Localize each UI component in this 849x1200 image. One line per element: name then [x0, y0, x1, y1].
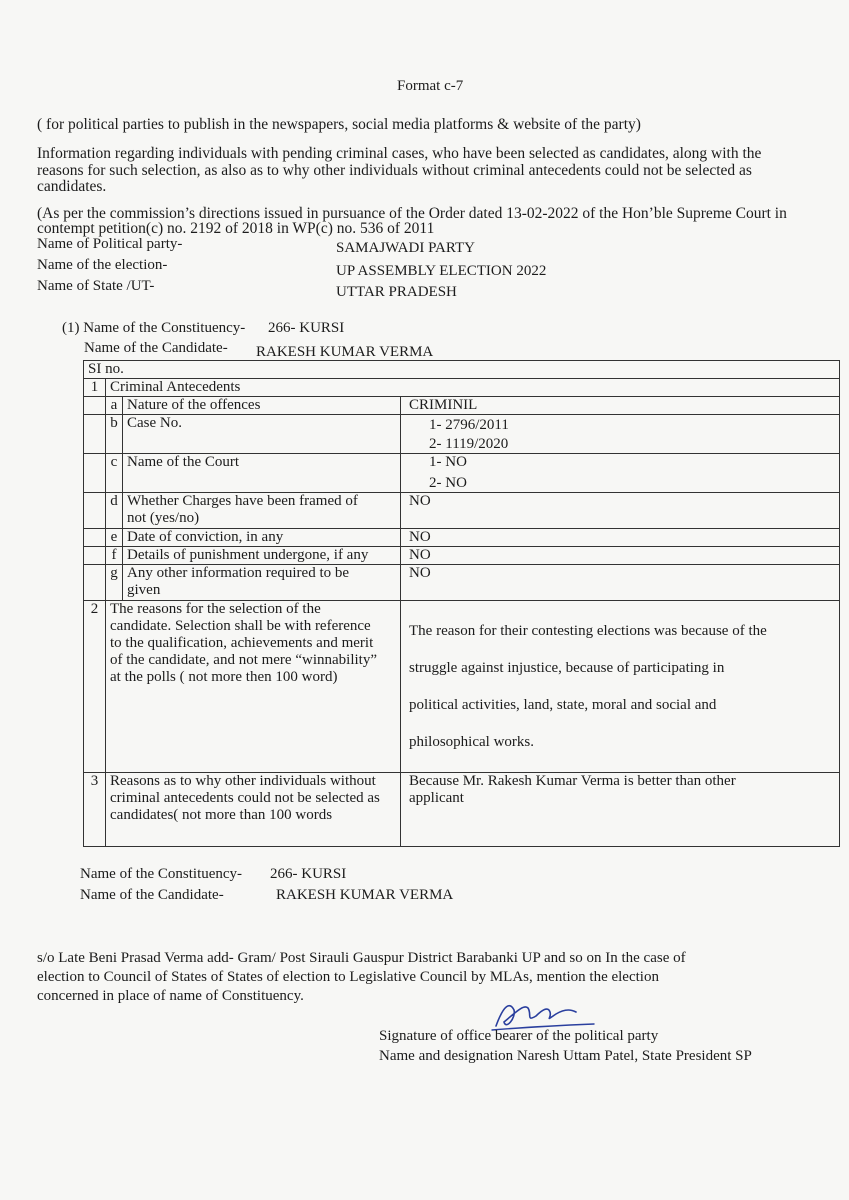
row-label-line: Any other information required to be: [127, 565, 350, 581]
court-1: 1- NO: [429, 454, 467, 470]
party-label: Name of Political party-: [37, 236, 183, 252]
directions-line-1: (As per the commission’s directions issued in pursuance of the Order dated 13-02-2022 of the Hon’ble Supreme Court in: [37, 205, 787, 222]
state-value: UTTAR PRADESH: [336, 284, 457, 300]
row-label: Nature of the offences: [123, 397, 401, 415]
constituency-value: 266- KURSI: [268, 320, 345, 336]
format-label: Format c-7: [397, 78, 464, 94]
address-line-3: concerned in place of name of Constituency.: [37, 988, 304, 1004]
row-value: CRIMINIL: [401, 397, 840, 415]
case-number-2: 2- 1119/2020: [429, 436, 509, 452]
signature-line-1: Signature of office bearer of the political party: [379, 1028, 659, 1044]
row-value: NO: [401, 529, 840, 547]
row-label-line: Whether Charges have been framed of: [127, 493, 358, 509]
row-value: [401, 454, 840, 493]
row-value: [401, 415, 840, 454]
section-2-label-line: candidate. Selection shall be with reference: [110, 618, 371, 634]
section-3-label-line: Reasons as to why other individuals without: [110, 773, 376, 789]
row-letter: a: [106, 397, 123, 415]
section-1-title: Criminal Antecedents: [106, 379, 840, 397]
sl-header: SI no.: [84, 361, 840, 379]
row-label-line: not (yes/no): [127, 510, 200, 526]
info-line-3: candidates.: [37, 178, 107, 195]
section-2-label-line: to the qualification, achievements and merit: [110, 635, 374, 651]
constituency-label-bottom: Name of the Constituency-: [80, 866, 243, 882]
section-1-number: 1: [84, 379, 106, 397]
section-2-reason: [401, 601, 840, 773]
row-label: Date of conviction, in any: [123, 529, 401, 547]
row-letter: b: [106, 415, 123, 454]
candidate-value: RAKESH KUMAR VERMA: [256, 344, 434, 360]
info-line-1: Information regarding individuals with pending criminal cases, who have been selected as candidates, along with the: [37, 145, 762, 162]
address-line-2: election to Council of States of States of election to Legislative Council by MLAs, mention the election: [37, 969, 659, 985]
section-3-reason-line: Because Mr. Rakesh Kumar Verma is better than other: [409, 773, 736, 789]
section-3-reason-line: applicant: [409, 790, 464, 806]
election-value: UP ASSEMBLY ELECTION 2022: [336, 263, 547, 279]
section-2-number: 2: [84, 601, 106, 773]
candidate-label: Name of the Candidate-: [84, 340, 228, 356]
row-letter: f: [106, 547, 123, 565]
section-3-number: 3: [84, 773, 106, 847]
section-2-reason-line: political activities, land, state, moral and social and: [409, 697, 717, 713]
row-label: [123, 565, 401, 601]
info-line-2: reasons for such selection, as also as to why other individuals without criminal antecedents could not be selected as: [37, 162, 752, 179]
row-label: Details of punishment undergone, if any: [123, 547, 401, 565]
row-label: Name of the Court: [123, 454, 401, 493]
row-label-line: given: [127, 582, 161, 598]
section-2-reason-line: struggle against injustice, because of participating in: [409, 660, 725, 676]
section-3-reason: [401, 773, 840, 847]
row-label: Case No.: [123, 415, 401, 454]
row-letter: c: [106, 454, 123, 493]
section-2-label: [106, 601, 401, 773]
row-value: NO: [401, 565, 840, 601]
section-2-reason-line: The reason for their contesting elections was because of the: [409, 623, 767, 639]
case-number-1: 1- 2796/2011: [429, 417, 509, 433]
row-label: [123, 493, 401, 529]
section-3-label-line: candidates( not more than 100 words: [110, 807, 333, 823]
state-label: Name of State /UT-: [37, 278, 155, 294]
constituency-label: (1) Name of the Constituency-: [62, 320, 246, 336]
section-3-label-line: criminal antecedents could not be selected as: [110, 790, 380, 806]
row-value: NO: [401, 493, 840, 529]
court-2: 2- NO: [429, 475, 467, 491]
section-2-label-line: The reasons for the selection of the: [110, 601, 321, 617]
address-line-1: s/o Late Beni Prasad Verma add- Gram/ Post Sirauli Gauspur District Barabanki UP and so on In the case of: [37, 950, 686, 966]
candidate-value-bottom: RAKESH KUMAR VERMA: [276, 887, 454, 903]
row-value: NO: [401, 547, 840, 565]
section-2-reason-line: philosophical works.: [409, 734, 534, 750]
party-value: SAMAJWADI PARTY: [336, 240, 475, 256]
section-2-label-line: at the polls ( not more then 100 word): [110, 669, 338, 685]
election-label: Name of the election-: [37, 257, 168, 273]
row-letter: e: [106, 529, 123, 547]
subtitle: ( for political parties to publish in the newspapers, social media platforms & website of the party): [37, 116, 641, 133]
signature-line-2: Name and designation Naresh Uttam Patel, State President SP: [379, 1048, 752, 1064]
section-2-label-line: of the candidate, and not mere “winnability”: [110, 652, 377, 668]
candidate-label-bottom: Name of the Candidate-: [80, 887, 224, 903]
row-letter: d: [106, 493, 123, 529]
constituency-value-bottom: 266- KURSI: [270, 866, 347, 882]
directions-line-2: contempt petition(c) no. 2192 of 2018 in WP(c) no. 536 of 2011: [37, 220, 435, 237]
criminal-antecedents-table: [83, 360, 840, 847]
section-3-label: [106, 773, 401, 847]
row-letter: g: [106, 565, 123, 601]
